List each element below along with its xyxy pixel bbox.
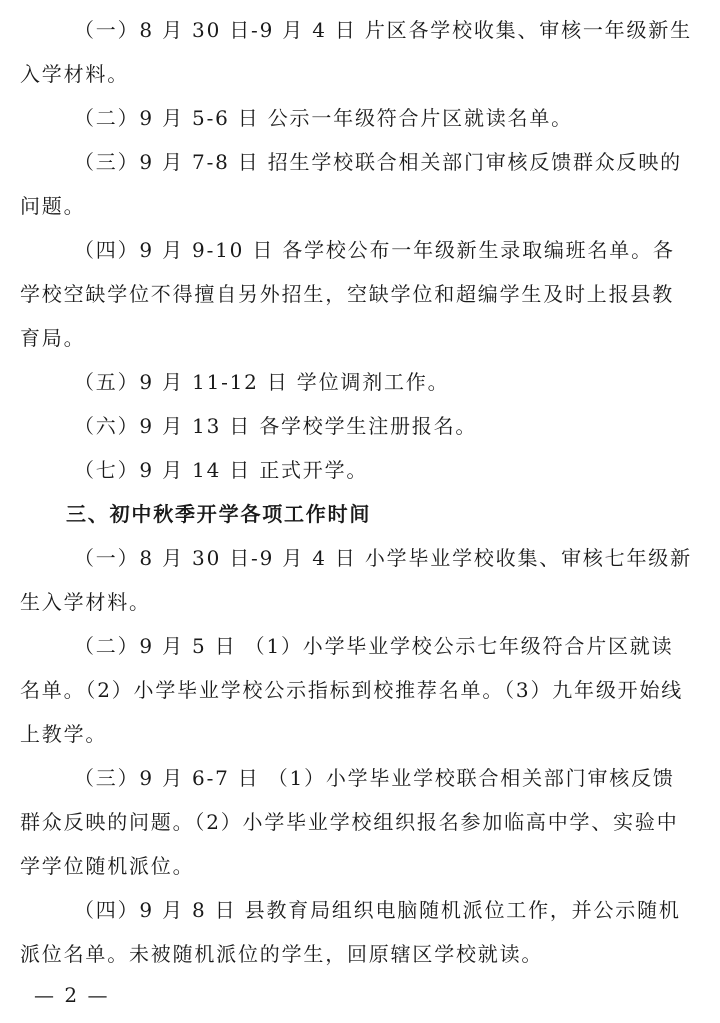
paragraph-primary-step-1: （一）8 月 30 日-9 月 4 日 片区各学校收集、审核一年级新生入学材料。 [20, 18, 692, 86]
paragraph-primary-step-6: （六）9 月 13 日 各学校学生注册报名。 [74, 414, 478, 438]
page-number: — 2 — [34, 983, 110, 1007]
paragraph-junior-step-1: （一）8 月 30 日-9 月 4 日 小学毕业学校收集、审核七年级新生入学材料。 [20, 546, 692, 614]
paragraph-junior-step-4: （四）9 月 8 日 县教育局组织电脑随机派位工作，并公示随机派位名单。未被随机派位的学生，回原辖区学校就读。 [20, 898, 681, 966]
paragraph-primary-step-7: （七）9 月 14 日 正式开学。 [74, 458, 369, 482]
paragraph-primary-step-2: （二）9 月 5-6 日 公示一年级符合片区就读名单。 [74, 106, 573, 130]
paragraph-primary-step-4: （四）9 月 9-10 日 各学校公布一年级新生录取编班名单。各学校空缺学位不得擅自另外招生，空缺学位和超编学生及时上报县教育局。 [20, 238, 675, 350]
paragraph-primary-step-5: （五）9 月 11-12 日 学位调剂工作。 [74, 370, 450, 394]
paragraph-junior-step-3: （三）9 月 6-7 日 （1）小学毕业学校联合相关部门审核反馈群众反映的问题。（2）小学毕业学校组织报名参加临高中学、实验中学学位随机派位。 [20, 766, 679, 878]
section-heading: 三、初中秋季开学各项工作时间 [66, 502, 372, 526]
paragraph-primary-step-3: （三）9 月 7-8 日 招生学校联合相关部门审核反馈群众反映的问题。 [20, 150, 682, 218]
paragraph-junior-step-2: （二）9 月 5 日 （1）小学毕业学校公示七年级符合片区就读名单。（2）小学毕业学校公示指标到校推荐名单。（3）九年级开始线上教学。 [20, 634, 684, 746]
